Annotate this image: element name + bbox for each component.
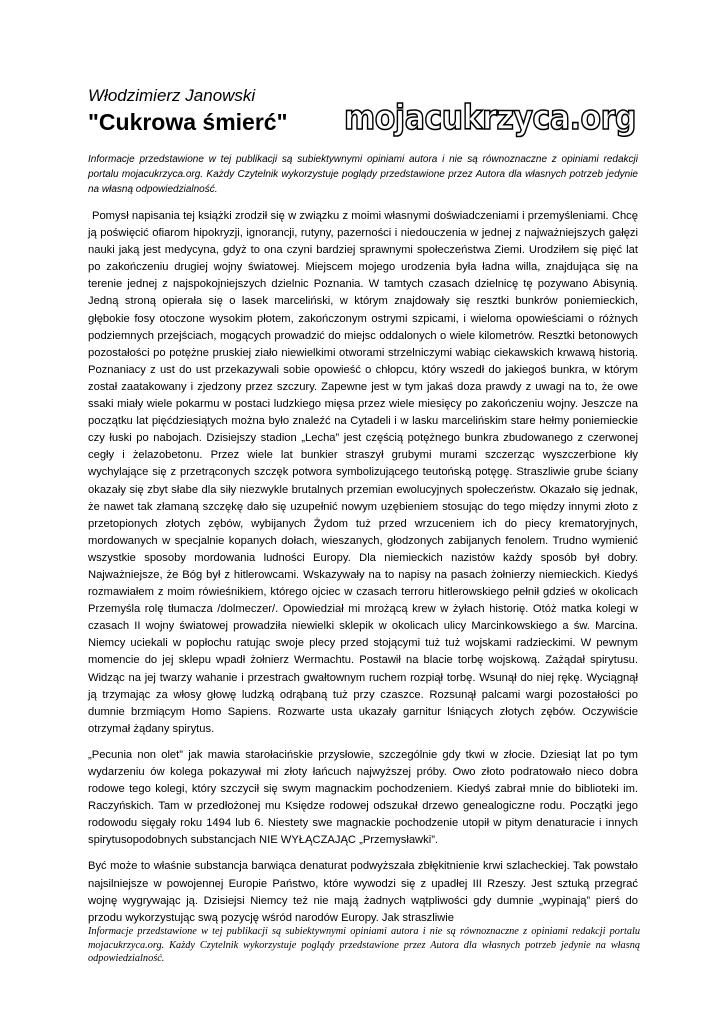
paragraph: Być może to właśnie substancja barwiąca denaturat podwyższała zbłękitnienie krwi szlacheckiej. Tak powstało najsilniejsze w powojennej Europie Państwo, które wywodzi się z upadłej III Rzeszy. Jest sztuką przegrać wojnę wygrywając ją. Dzisiejsi Niemcy też nie mają żadnych wątpliwości gdy dumnie „wypinają” pierś do przodu wykorzystując swą pozycję wśród narodów Europy. Jak straszliwie [88,860,638,924]
disclaimer-text: Informacje przedstawione w tej publikacji są subiektywnymi opiniami autora i nie są równoznaczne z opiniami redakcji portalu mojacukrzyca.org. Każdy Czytelnik wykorzystuje poglądy przedstawione przez Autora dla własnych potrzeb jedynie na własną odpowiedzialność. [88,154,638,195]
author-name: Włodzimierz Janowski [88,86,256,105]
logo-text: mojacukrzyca.org [344,98,636,138]
document-title: "Cukrowa śmierć" [88,109,288,135]
footer-disclaimer: Informacje przedstawione w tej publikacji są subiektywnymi opiniami autora i nie są równoznaczne z opiniami redakcji portalu mojacukrzyca.org. Każdy Czytelnik wykorzystuje poglądy przedstawione przez Autora dla własnych potrzeb jedynie na własną odpowiedzialność. [88,926,640,964]
article-body [88,208,638,936]
paragraph: Pomysł napisania tej książki zrodził się w związku z moimi własnymi doświadczeniami i przemyśleniami. Chcę ją poświęcić ofiarom hipokryzji, ignorancji, rutyny, pazerności i niedouczenia w jednej z najważniejszych gałęzi nauki jaką jest medycyna, gdyż to ona czyni bardziej sprawnymi społeczeństwa Ziemi. Urodziłem się pięć lat po zakończeniu drugiej wojny światowej. Miejscem mojego urodzenia była ładna willa, znajdująca się na terenie jednej z najspokojniejszych dzielnic Poznania. W tamtych czasach dzielnicę tę pozywano Abisynią. Jedną stroną opierała się o lasek marceliński, w którym znajdowały się resztki bunkrów poniemieckich, głębokie fosy otoczone wysokim płotem, zakończonym ostrymi szpicami, i wieloma opowieściami o różnych podziemnych przejściach, mogących prowadzić do miejsc oddalonych o wiele kilometrów. Resztki betonowych pozostałości po potężne pruskiej ziało niewielkimi otworami strzelniczymi wabiąc ciekawskich krwawą historią. Poznaniacy z ust do ust przekazywali sobie opowieść o chłopcu, który wszedł do jakiegoś bunkra, w którym został zaatakowany i zjedzony przez szczury. Zapewne jest w tym jakaś doza prawdy z uwagi na to, że owe ssaki miały wiele pokarmu w postaci ludzkiego mięsa przez wiele miesięcy po zakończeniu wojny. Jeszcze na początku lat pięćdziesiątych można było znaleźć na Cytadeli i w lasku marcelińskim stare hełmy poniemieckie czy łuski po nabojach. Dzisiejszy stadion „Lecha” jest częścią potężnego bunkra zbudowanego z czerwonej cegły i żelazobetonu. Przez wiele lat bunkier straszył grubymi murami szczerząc wyszczerbione kły wychylające się z przetrąconych szczęk potwora symbolizującego teutońską potęgę. Straszliwie grube ściany okazały się zbyt słabe dla siły niezwykle brutalnych przemian ewolucyjnych społeczeństw. Okazało się jednak, że nawet tak złamaną szczękę dało się uzupełnić nowym uzębieniem stosując do tego między innymi złoto z przetopionych złotych zębów, wybijanych Żydom tuż przed wrzuceniem ich do piecy krematoryjnych, mordowanych w specjalnie kopanych dołach, wieszanych, głodzonych zabijanych fenolem. Trudno wymienić wszystkie sposoby mordowania ludności Europy. Dla niemieckich nazistów każdy sposób był dobry. Najważniejsze, że Bóg był z hitlerowcami. Wskazywały na to napisy na pasach żołnierzy niemieckich. Kiedyś rozmawiałem z moim rówieśnikiem, którego ojciec w czasach terroru hitlerowskiego pełnił gdzieś w okolicach Przemyśla rolę tłumacza /dolmeczer/. Opowiedział mi mrożącą krew w żyłach historię. Otóż matka kolegi w czasach II wojny światowej prowadziła niewielki sklepik w okolicach ulicy Marcinkowskiego a św. Marcina. Niemcy uciekali w popłochu ratując swoje plecy przed stojącymi tuż tuż wojskami radzieckimi. W pewnym momencie do jej sklepu wpadł żołnierz Wermachtu. Postawił na blacie torbę wojskową. Zażądał spirytusu. Widząc na jej twarzy wahanie i przestrach gwałtownym ruchem rozpiął torbę. Wsunął do niej rękę. Wyciągnął ją trzymając za włosy głowę ludzką odrąbaną tuż przy czaszce. Rozsunął palcami wargi pozostałości po dumnie brzmiącym Homo Sapiens. Rozwarte usta ukazały garnitur lśniących złotych zębów. Oczywiście otrzymał żądany spirytus. [88,210,638,735]
paragraph: „Pecunia non olet” jak mawia starołacińskie przysłowie, szczególnie gdy tkwi w złocie. Dziesiąt lat po tym wydarzeniu ów kolega pokazywał mi złoty łańcuch najwyższej próby. Owo złoto podratowało nieco dobra rodowe tego kolegi, który szczycił się swym magnackim pochodzeniem. Kiedyś zabrał mnie do biblioteki im. Raczyńskich. Tam w przedłożonej mu Księdze rodowej odszukał drzewo genealogiczne rodu. Początki jego rodowodu sięgały roku 1494 lub 6. Niestety swe magnackie pochodzenie utopił w pitym denaturacie i innych spirytusopodobnych substancjach NIE WYŁĄCZAJĄC „Przemysławki”. [88,748,638,847]
site-logo [340,98,640,138]
